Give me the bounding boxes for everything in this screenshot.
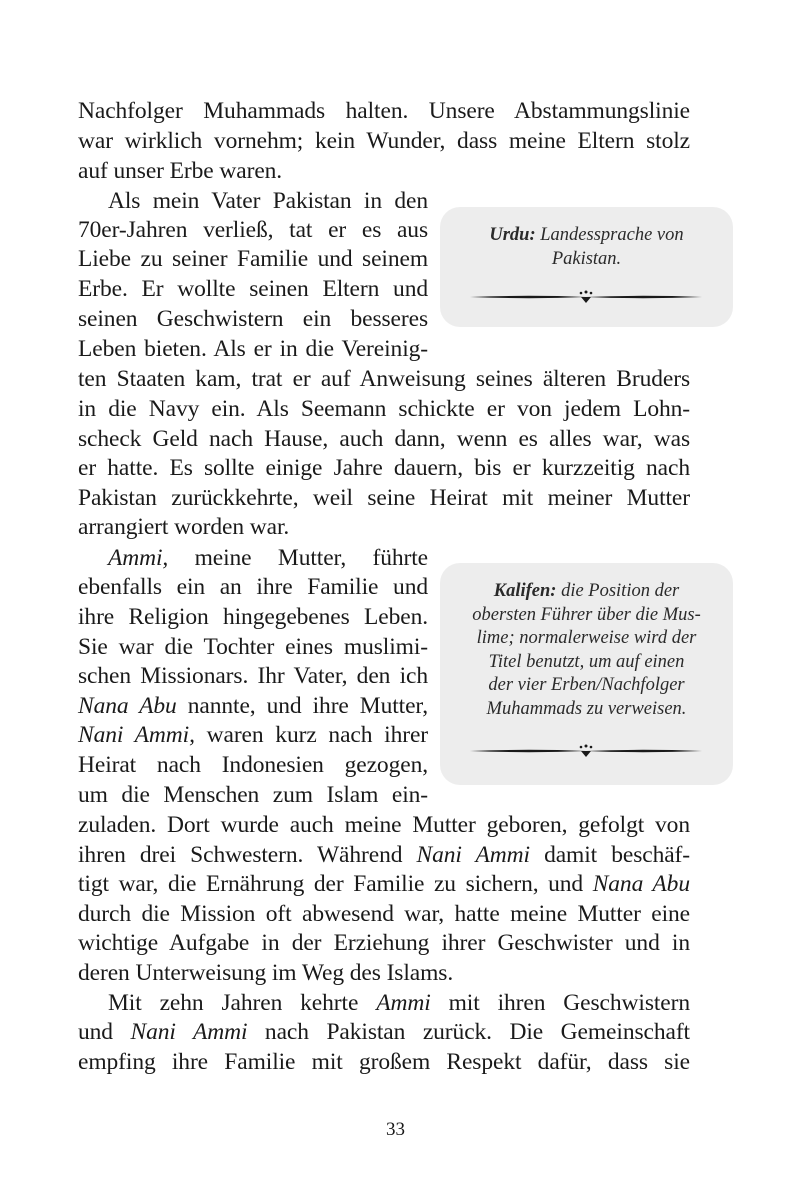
text-line: deren Unterweisung im Weg des Islams. [78,960,454,986]
glossary-definition: Muhammads zu verweisen. [486,698,687,719]
text-line: Sie war die Tochter eines muslimi- [78,634,428,660]
text-line: ihre Religion hingegebenes Leben. [78,604,428,630]
text-line: er hatte. Es sollte einige Jahre dauern, bis er kurzzeitig nach [78,455,690,481]
ornament-divider [440,744,733,758]
text-line: auf unser Erbe waren. [78,158,283,184]
italic-term: Ammi [376,990,431,1016]
text-line: ebenfalls ein an ihre Familie und [78,574,428,600]
glossary-box-kalifen [440,563,733,785]
text-line: Pakistan zurückkehrte, weil seine Heirat mit meiner Mutter [78,485,690,511]
text-line: war wirklich vornehm; kein Wunder, dass meine Eltern stolz [78,128,690,154]
text-line: Liebe zu seiner Familie und seinem [78,246,428,272]
page-number: 33 [386,1119,405,1140]
text-line: Nachfolger Muhammads halten. Unsere Abstammungslinie [78,98,690,124]
italic-term: Nana Abu [592,871,690,897]
glossary-definition: lime; normalerweise wird der [476,628,697,648]
text-line: ihren drei Schwestern. Während Nani Ammi damit beschäf- [78,842,691,868]
ornament-divider [440,290,733,304]
glossary-term: Kalifen: [493,581,557,601]
text-line: Nana Abu nannte, und ihre Mutter, [78,693,428,719]
text-line: Leben bieten. Als er in die Vereinig- [78,336,428,362]
glossary-definition: obersten Führer über die Mus- [472,604,701,625]
text-line: um die Menschen zum Islam ein- [78,782,428,808]
text-line: schen Missionars. Ihr Vater, den ich [78,663,428,689]
glossary-definition: die Position der [556,581,680,601]
glossary-definition: der vier Erben/Nachfolger [488,675,685,695]
text-line: 70er-Jahren verließ, tat er es aus [78,217,428,243]
italic-term: Nani Ammi, [78,722,195,748]
text-line: zuladen. Dort wurde auch meine Mutter geboren, gefolgt von [78,812,690,838]
italic-term: Ammi, [108,545,169,571]
text-line: tigt war, die Ernährung der Familie zu sichern, und Nana Abu [78,871,690,897]
text-line: Nani Ammi, waren kurz nach ihrer [78,722,429,748]
glossary-term: Urdu: [489,225,536,245]
italic-term: Nani Ammi [130,1019,248,1045]
text-line: Als mein Vater Pakistan in den [108,188,428,214]
italic-term: Nani Ammi [416,842,530,868]
text-line: durch die Mission oft abwesend war, hatte meine Mutter eine [78,901,690,927]
glossary-definition: Pakistan. [551,248,622,269]
glossary-box-urdu [440,207,733,327]
text-line: scheck Geld nach Hause, auch dann, wenn es alles war, was [78,426,690,452]
glossary-definition: Landessprache von [535,225,684,245]
text-line: und Nani Ammi nach Pakistan zurück. Die Gemeinschaft [78,1019,690,1045]
text-line: empfing ihre Familie mit großem Respekt dafür, dass sie [78,1049,690,1075]
text-line: Mit zehn Jahren kehrte Ammi mit ihren Geschwistern [108,990,691,1016]
italic-term: Nana Abu [78,693,177,719]
text-line: in die Navy ein. Als Seemann schickte er von jedem Lohn- [78,396,690,422]
text-line: Heirat nach Indonesien gezogen, [78,752,428,778]
text-line: ten Staaten kam, trat er auf Anweisung seines älteren Bruders [78,366,690,392]
text-line: Erbe. Er wollte seinen Eltern und [78,276,428,302]
glossary-definition: Titel benutzt, um auf einen [488,651,685,672]
text-line: seinen Geschwistern ein besseres [78,306,428,332]
text-line: Ammi, meine Mutter, führte [108,545,428,571]
text-line: arrangiert worden war. [78,514,290,540]
text-line: wichtige Aufgabe in der Erziehung ihrer Geschwister und in [78,930,690,956]
